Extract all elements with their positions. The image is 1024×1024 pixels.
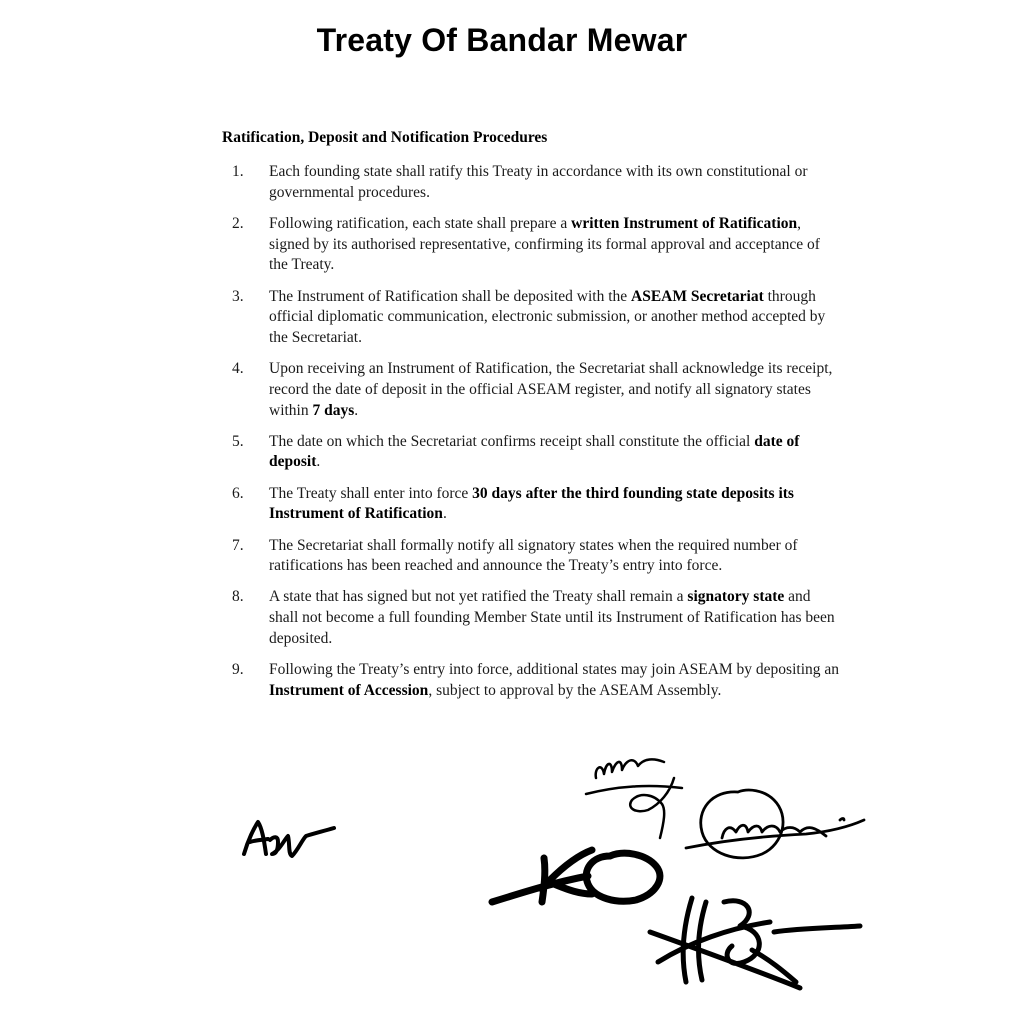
clause-number: 4. bbox=[232, 360, 244, 378]
clause-emphasis: 7 days bbox=[312, 401, 355, 419]
clause-fragment: A state that has signed but not yet ratified the Treaty shall remain a bbox=[269, 588, 688, 606]
clause-emphasis: date of deposit bbox=[269, 432, 800, 471]
clause-fragment: and shall not become a full founding Member State until its Instrument of Ratification has been deposited. bbox=[269, 588, 835, 647]
clause-fragment: Following ratification, each state shall prepare a bbox=[269, 214, 572, 232]
clause-emphasis: Instrument of Accession bbox=[269, 681, 429, 699]
clause-fragment: , signed by its authorised representative, confirming its formal approval and acceptance of the Treaty. bbox=[269, 214, 820, 274]
clause-text bbox=[269, 432, 842, 473]
clause-text bbox=[269, 587, 842, 649]
clause-fragment: . bbox=[442, 505, 447, 523]
clause-fragment: The Treaty shall enter into force bbox=[269, 484, 473, 502]
document-title: Treaty Of Bandar Mewar bbox=[316, 22, 688, 58]
clause-text bbox=[269, 484, 842, 525]
clause-item bbox=[222, 660, 842, 701]
clause-item bbox=[222, 162, 842, 203]
clause-text bbox=[269, 162, 842, 203]
clause-text bbox=[269, 214, 842, 276]
clause-fragment: . bbox=[354, 401, 359, 419]
clause-emphasis: ASEAM Secretariat bbox=[631, 287, 764, 305]
clause-number: 6. bbox=[232, 484, 244, 502]
clause-fragment: The date on which the Secretariat confirms receipt shall constitute the official bbox=[269, 432, 755, 450]
signature-3 bbox=[676, 784, 876, 878]
clause-fragment: Upon receiving an Instrument of Ratification, the Secretariat shall acknowledge its receipt, record the date of deposit in the official ASEAM register, and notify all signatory states within bbox=[269, 360, 833, 419]
signature-5 bbox=[640, 888, 866, 1004]
clause-text bbox=[269, 359, 842, 421]
clause-number: 1. bbox=[232, 163, 244, 180]
clause-number: 2. bbox=[232, 214, 244, 232]
clause-fragment: . bbox=[316, 453, 321, 471]
clause-text bbox=[269, 660, 842, 701]
clause-item bbox=[222, 432, 842, 473]
clause-item bbox=[222, 214, 842, 276]
clause-item bbox=[222, 359, 842, 421]
clause-fragment: Each founding state shall ratify this Treaty in accordance with its own constitutional or governmental procedures. bbox=[269, 163, 808, 201]
clause-text bbox=[269, 536, 842, 577]
clause-list bbox=[222, 162, 842, 712]
clause-fragment: The Secretariat shall formally notify all signatory states when the required number of ratifications has been reached and announce the Treaty’s entry into force. bbox=[269, 536, 798, 575]
clause-fragment: The Instrument of Ratification shall be deposited with the bbox=[269, 287, 632, 305]
clause-number: 3. bbox=[232, 287, 244, 305]
clause-emphasis: signatory state bbox=[687, 588, 785, 606]
clause-fragment: Following the Treaty’s entry into force, additional states may join ASEAM by depositing an bbox=[269, 661, 840, 679]
clause-number: 8. bbox=[232, 588, 244, 606]
section-heading: Ratification, Deposit and Notification Procedures bbox=[222, 129, 548, 146]
clause-text bbox=[269, 287, 842, 349]
clause-emphasis: 30 days after the third founding state deposits its Instrument of Ratification bbox=[269, 484, 794, 523]
clause-fragment: through official diplomatic communication, electronic submission, or another method accepted by the Secretariat. bbox=[269, 287, 826, 346]
clause-emphasis: written Instrument of Ratification bbox=[571, 214, 798, 232]
clause-item bbox=[222, 484, 842, 525]
signature-1 bbox=[236, 810, 346, 870]
clause-number: 5. bbox=[232, 432, 244, 450]
clause-item bbox=[222, 587, 842, 649]
clause-number: 9. bbox=[232, 661, 244, 679]
clause-item bbox=[222, 536, 842, 577]
clause-item bbox=[222, 287, 842, 349]
clause-number: 7. bbox=[232, 536, 244, 554]
clause-fragment: , subject to approval by the ASEAM Assembly. bbox=[428, 681, 722, 699]
